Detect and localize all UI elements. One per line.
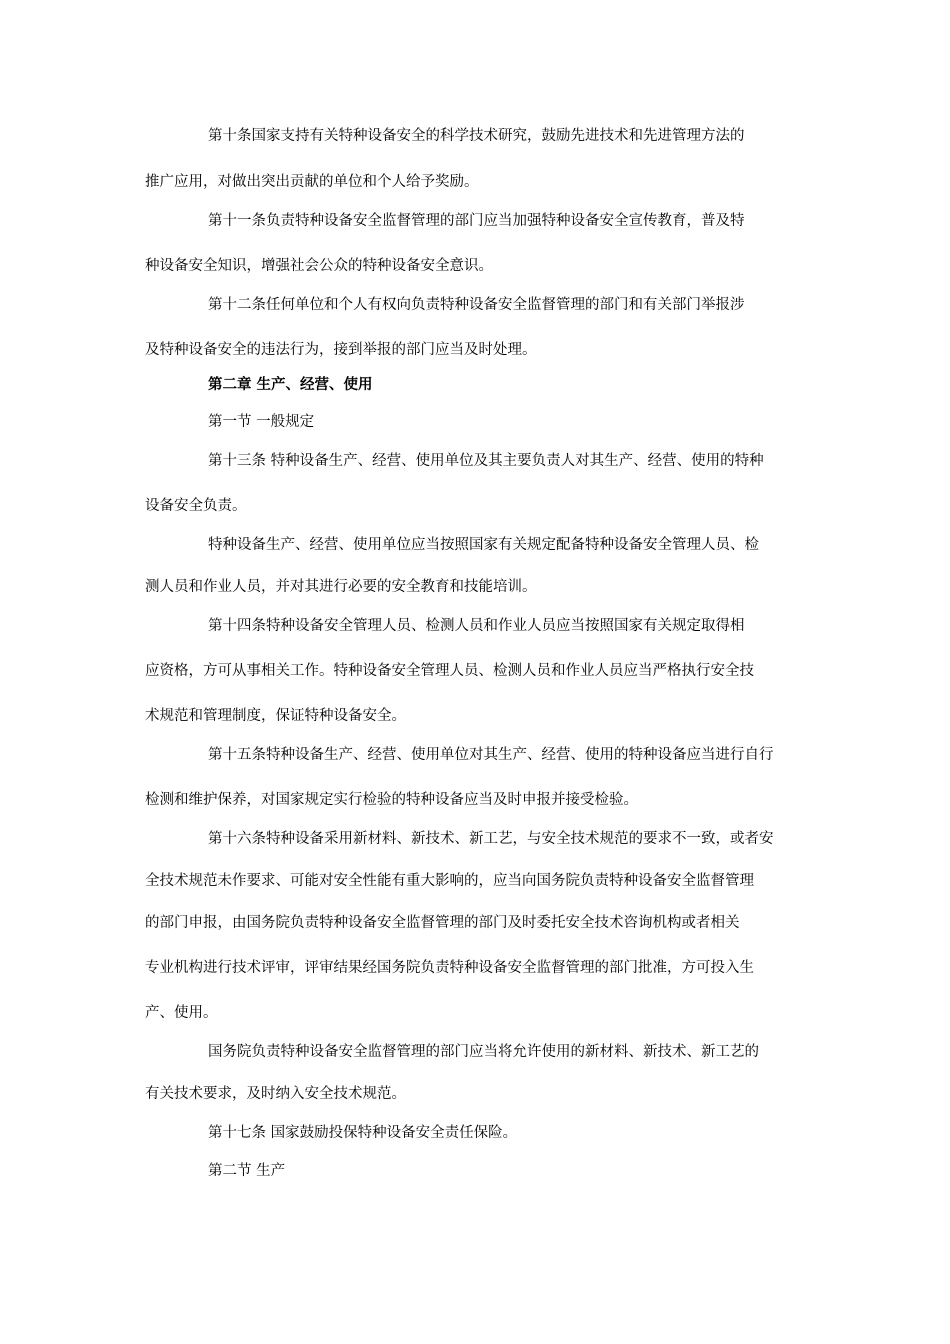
article-14-line-2: 应资格，方可从事相关工作。特种设备安全管理人员、检测人员和作业人员应当严格执行安全技 [145, 663, 754, 679]
article-16-line-5: 产、使用。 [145, 1005, 218, 1021]
article-17-line-1: 第十七条 国家鼓励投保特种设备安全责任保险。 [208, 1125, 518, 1141]
article-16-line-4: 专业机构进行技术评审，评审结果经国务院负责特种设备安全监督管理的部门批准，方可投入生 [145, 960, 754, 976]
article-15-line-1: 第十五条特种设备生产、经营、使用单位对其生产、经营、使用的特种设备应当进行自行 [208, 747, 774, 763]
section-1-heading: 第一节 一般规定 [208, 414, 315, 430]
article-16-para-2-line-2: 有关技术要求，及时纳入安全技术规范。 [145, 1086, 406, 1102]
chapter-2-heading: 第二章 生产、经营、使用 [208, 376, 373, 393]
article-14-line-1: 第十四条特种设备安全管理人员、检测人员和作业人员应当按照国家有关规定取得相 [208, 618, 745, 634]
article-13-para-2-line-1: 特种设备生产、经营、使用单位应当按照国家有关规定配备特种设备安全管理人员、检 [208, 537, 759, 553]
article-10-line-2: 推广应用，对做出突出贡献的单位和个人给予奖励。 [145, 174, 479, 190]
article-14-line-3: 术规范和管理制度，保证特种设备安全。 [145, 708, 406, 724]
article-13-line-2: 设备安全负责。 [145, 498, 247, 514]
article-12-line-1: 第十二条任何单位和个人有权向负责特种设备安全监督管理的部门和有关部门举报涉 [208, 297, 745, 313]
section-2-heading: 第二节 生产 [208, 1163, 286, 1179]
article-11-line-1: 第十一条负责特种设备安全监督管理的部门应当加强特种设备安全宣传教育，普及特 [208, 213, 745, 229]
article-16-line-1: 第十六条特种设备采用新材料、新技术、新工艺，与安全技术规范的要求不一致，或者安 [208, 831, 774, 847]
article-15-line-2: 检测和维护保养，对国家规定实行检验的特种设备应当及时申报并接受检验。 [145, 792, 638, 808]
article-10-line-1: 第十条国家支持有关特种设备安全的科学技术研究，鼓励先进技术和先进管理方法的 [208, 128, 745, 144]
article-12-line-2: 及特种设备安全的违法行为，接到举报的部门应当及时处理。 [145, 342, 537, 358]
article-16-line-3: 的部门申报，由国务院负责特种设备安全监督管理的部门及时委托安全技术咨询机构或者相关 [145, 915, 740, 931]
article-16-line-2: 全技术规范未作要求、可能对安全性能有重大影响的，应当向国务院负责特种设备安全监督管理 [145, 873, 754, 889]
article-11-line-2: 种设备安全知识，增强社会公众的特种设备安全意识。 [145, 258, 493, 274]
article-13-para-2-line-2: 测人员和作业人员，并对其进行必要的安全教育和技能培训。 [145, 579, 537, 595]
article-13-line-1: 第十三条 特种设备生产、经营、使用单位及其主要负责人对其生产、经营、使用的特种 [208, 453, 764, 469]
article-16-para-2-line-1: 国务院负责特种设备安全监督管理的部门应当将允许使用的新材料、新技术、新工艺的 [208, 1044, 759, 1060]
